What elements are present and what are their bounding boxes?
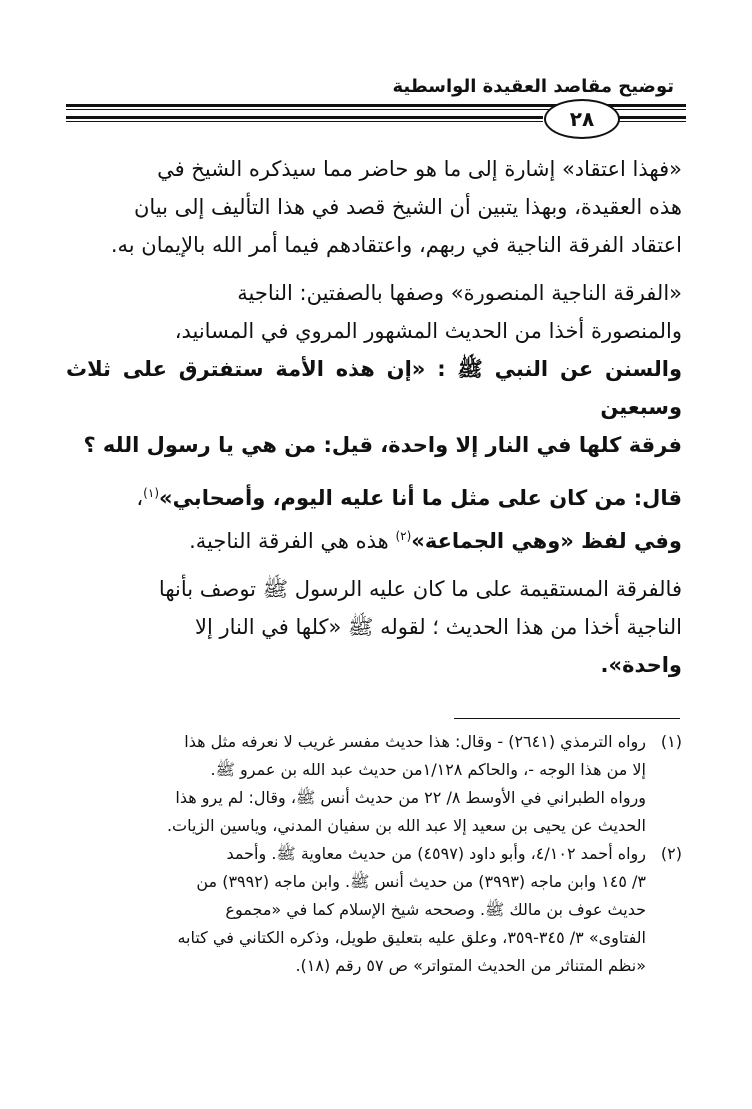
footnote-ref-2: (٢) <box>395 529 412 543</box>
paragraph-3 <box>66 474 682 560</box>
text-line: الناجية أخذا من هذا الحديث ؛ لقوله ﷺ «كلها في النار إلا <box>195 615 682 639</box>
text-line: هذه العقيدة، وبهذا يتبين أن الشيخ قصد في هذا التأليف إلى بيان <box>133 195 682 219</box>
text-line: «الفرقة الناجية المنصورة» وصفها بالصفتين: الناجية <box>237 281 682 305</box>
footnote-number: (٢) <box>660 844 682 863</box>
footnote-ref-1: (١) <box>143 486 159 500</box>
page-number: ٢٨ <box>544 99 620 139</box>
text-line: «فهذا اعتقاد» إشارة إلى ما هو حاضر مما سيذكره الشيخ في <box>157 157 682 181</box>
footnote-1 <box>66 728 682 840</box>
text-line: اعتقاد الفرقة الناجية في ربهم، واعتقادهم فيما أمر الله بالإيمان به. <box>110 233 682 257</box>
footnotes <box>66 728 682 980</box>
footnote-number: (١) <box>660 732 682 751</box>
footnote-line: رواه أحمد ٤/١٠٢، وأبو داود (٤٥٩٧) من حديث معاوية ﷺ. وأحمد <box>226 844 646 863</box>
footnote-line: إلا من هذا الوجه -، والحاكم ١/١٢٨من حديث عبد الله بن عمرو ﷺ. <box>210 760 646 779</box>
hadith-variant: وفي لفظ «وهي الجماعة» <box>411 529 682 553</box>
punctuation: ، <box>136 486 144 510</box>
footnote-separator <box>454 718 680 719</box>
main-text <box>66 150 682 694</box>
text-line: فالفرقة المستقيمة على ما كان عليه الرسول ﷺ توصف بأنها <box>158 577 682 601</box>
header-rule-left-thin <box>66 121 543 122</box>
footnote-line: رواه الترمذي (٢٦٤١) - وقال: هذا حديث مفسر غريب لا نعرفه مثل هذا <box>184 732 646 751</box>
page-header <box>66 76 686 136</box>
footnote-text <box>66 728 646 840</box>
footnote-line: ٣/ ١٤٥ وابن ماجه (٣٩٩٣) من حديث أنس ﷺ. وابن ماجه (٣٩٩٢) من <box>196 872 646 891</box>
text-line: والسنن عن النبي ﷺ : «إن هذه الأمة ستفترق على ثلاث وسبعين <box>66 357 682 419</box>
footnote-line: «نظم المتناثر من الحديث المتواتر» ص ٥٧ رقم (١٨). <box>295 956 646 975</box>
header-rule-right-thin <box>614 121 686 122</box>
paragraph-1 <box>66 150 682 264</box>
text-line <box>66 474 682 517</box>
text-line <box>66 517 682 560</box>
paragraph-4 <box>66 570 682 684</box>
paragraph-2 <box>66 274 682 464</box>
text-line: فرقة كلها في النار إلا واحدة، قيل: من هي يا رسول الله ؟ <box>83 433 682 457</box>
hadith-text: قال: من كان على مثل ما أنا عليه اليوم، وأصحابي» <box>159 486 682 510</box>
running-title: توضيح مقاصد العقيدة الواسطية <box>392 76 674 97</box>
footnote-line: ورواه الطبراني في الأوسط ٨/ ٢٢ من حديث أنس ﷺ، وقال: لم يرو هذا <box>175 788 646 807</box>
text-tail: هذه هي الفرقة الناجية. <box>189 529 396 553</box>
text-line: واحدة». <box>600 653 682 677</box>
text-line: والمنصورة أخذا من الحديث المشهور المروي في المسانيد، <box>174 319 682 343</box>
header-rule-right <box>614 116 686 119</box>
footnote-text <box>66 840 646 980</box>
footnote-2 <box>66 840 682 980</box>
footnote-line: حديث عوف بن مالك ﷺ. وصححه شيخ الإسلام كما في «مجموع <box>225 900 646 919</box>
footnote-line: الحديث عن يحيى بن سعيد إلا عبد الله بن سفيان المدني، وياسين الزيات. <box>166 816 646 835</box>
header-rule-left <box>66 116 543 119</box>
footnote-line: الفتاوى» ٣/ ٣٤٥-٣٥٩، وعلق عليه بتعليق طويل، وذكره الكتاني في كتابه <box>177 928 646 947</box>
